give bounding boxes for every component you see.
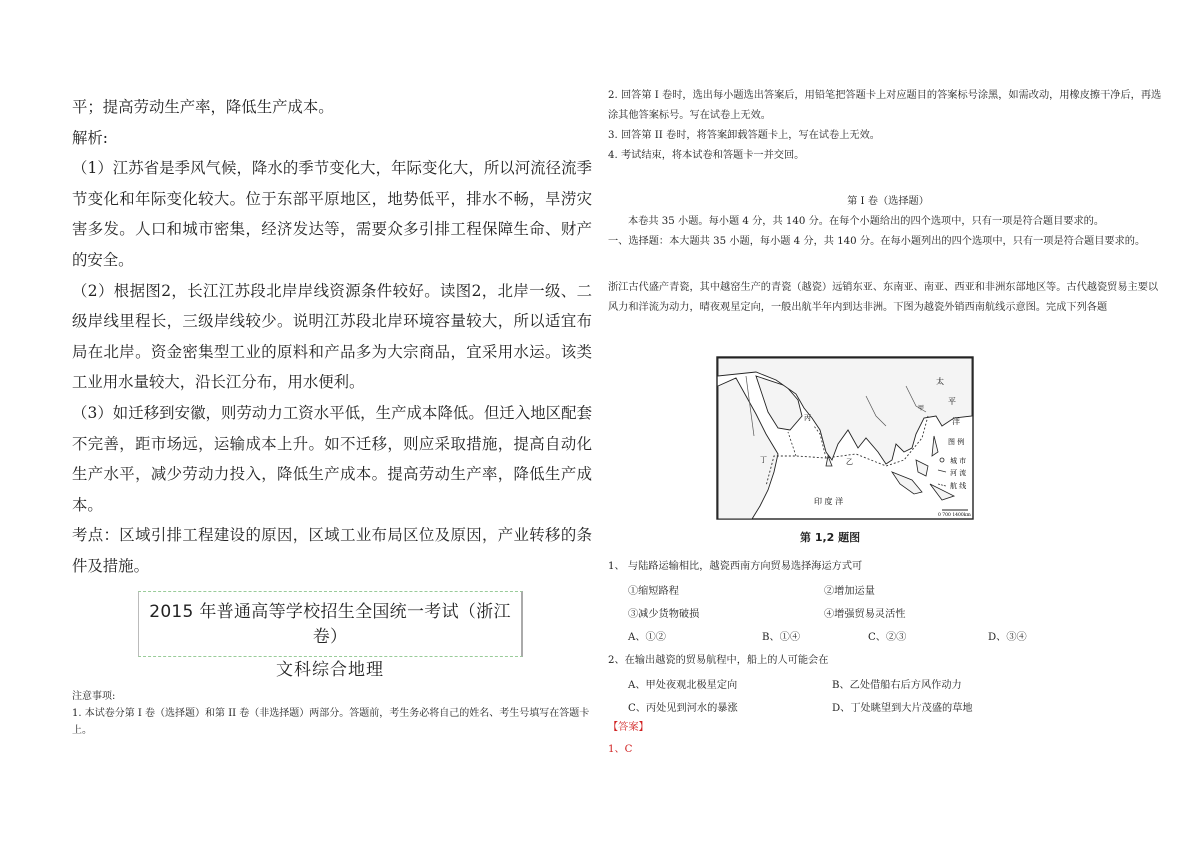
q2-choice-c: C、丙处见到河水的暴涨 [628, 703, 738, 714]
q1-option-2: ②增加运量 [824, 586, 875, 597]
map-legend-route: 航 线 [950, 482, 967, 490]
map-scale-text: 0 700 1400km [938, 513, 971, 518]
analysis-heading: 解析: [72, 128, 108, 147]
note-1: 1. 本试卷分第 I 卷（选择题）和第 II 卷（非选择题）两部分。答题前，考生务必将自己的姓名、考生号填写在答题卡上。 [72, 708, 590, 736]
analysis-part-3: （3）如迁移到安徽，则劳动力工资水平低，生产成本降低。但迁入地区配套不完善，距市场远，运输成本上升。如不迁移，则应采取措施，提高自动化生产水平，减少劳动力投入，降低生产成本。提高劳动生产率，降低生产成本。 [72, 403, 592, 514]
note-4: 4. 考试结束，将本试卷和答题卡一并交回。 [608, 150, 805, 161]
q1-choice-d: D、③④ [988, 632, 1027, 643]
notes-heading: 注意事项: [72, 691, 116, 702]
note-2: 2. 回答第 I 卷时，选出每小题选出答案后，用铅笔把答题卡上对应题目的答案标号涂黑，如需改动，用橡皮擦干净后，再选涂其他答案标号。写在试卷上无效。 [608, 90, 1162, 121]
map-label-yi: 乙 [846, 458, 853, 466]
answer-1: 1、C [608, 744, 633, 755]
map-label-pacific-3: 洋 [952, 417, 960, 426]
q2-choice-d: D、丁处眺望到大片茂盛的草地 [832, 703, 973, 714]
trade-route-map [716, 356, 974, 520]
q1-choice-c: C、②③ [868, 632, 907, 643]
q1-choice-a: A、①② [628, 632, 666, 643]
note-3: 3. 回答第 II 卷时，将答案卸载答题卡上，写在试卷上无效。 [608, 130, 880, 141]
q1-option-4: ④增强贸易灵活性 [824, 609, 906, 620]
map-caption: 第 1,2 题图 [800, 531, 861, 544]
analysis-part-1: （1）江苏省是季风气候，降水的季节变化大，年际变化大，所以河流径流季节变化和年际变化较大。位于东部平原地区，地势低平，排水不畅，旱涝灾害多发。人口和城市密集，经济发达等，需要众多引排工程保障生命、财产的安全。 [72, 159, 592, 269]
left-column [72, 92, 592, 582]
question-2: 2、在输出越瓷的贸易航程中，船上的人可能会在 [608, 655, 829, 666]
map-label-pacific-1: 太 [936, 377, 944, 386]
map-label-jia: 甲 [918, 405, 925, 412]
section-title: 一、选择题：本大题共 35 小题，每小题 4 分，共 140 分。在每小题列出的四个选项中，只有一项是符合题目要求的。 [608, 236, 1146, 247]
map-label-pacific-2: 平 [948, 397, 956, 406]
exam-title: 2015 年普通高等学校招生全国统一考试（浙江卷） [149, 602, 511, 647]
right-column [608, 86, 1168, 166]
exam-subtitle: 文科综合地理 [276, 660, 384, 680]
notes-section [72, 688, 592, 739]
map-label-indian-ocean: 印 度 洋 [814, 497, 844, 506]
map-legend-river: 河 流 [950, 469, 967, 477]
answer-label: 【答案】 [608, 722, 649, 733]
part-description: 本卷共 35 小题。每小题 4 分，共 140 分。在每个小题给出的四个选项中，只有一项是符合题目要求的。 [628, 216, 1105, 227]
question-1: 1、 与陆路运输相比，越瓷西南方向贸易选择海运方式可 [608, 561, 863, 572]
q1-choice-b: B、①④ [762, 632, 801, 643]
analysis-part-2: （2）根据图2，长江江苏段北岸岸线资源条件较好。读图2，北岸一级、二级岸线里程长，三级岸线较少。说明江苏段北岸环境容量较大，所以适宜布局在北岸。资金密集型工业的原料和产品多为大宗商品，宜采用水运。该类工业用水量较大，沿长江分布，用水便利。 [72, 281, 592, 392]
part-title: 第 I 卷（选择题） [847, 196, 929, 207]
q1-option-3: ③减少货物破损 [628, 609, 700, 620]
q2-choice-b: B、乙处借船右后方风作动力 [832, 680, 962, 691]
map-label-bing: 丙 [804, 414, 811, 422]
question-intro: 浙江古代盛产青瓷，其中越窑生产的青瓷（越瓷）远销东亚、东南亚、南亚、西亚和非洲东部地区等。古代越瓷贸易主要以风力和洋流为动力，晴夜观星定向，一般出航半年内到达非洲。下图为越瓷外销西南航线示意图。完成下列各题 [608, 282, 1159, 313]
key-points: 考点：区域引排工程建设的原因，区域工业布局区位及原因，产业转移的条件及措施。 [72, 526, 592, 575]
map-label-ding: 丁 [760, 456, 767, 464]
paragraph-continuation: 平；提高劳动生产率，降低生产成本。 [72, 98, 334, 116]
exam-title-box [138, 591, 523, 680]
map-legend-title: 图 例 [948, 438, 965, 446]
map-legend-city: 城 市 [950, 457, 967, 465]
q1-option-1: ①缩短路程 [628, 586, 679, 597]
q2-choice-a: A、甲处夜观北极星定向 [628, 680, 738, 691]
